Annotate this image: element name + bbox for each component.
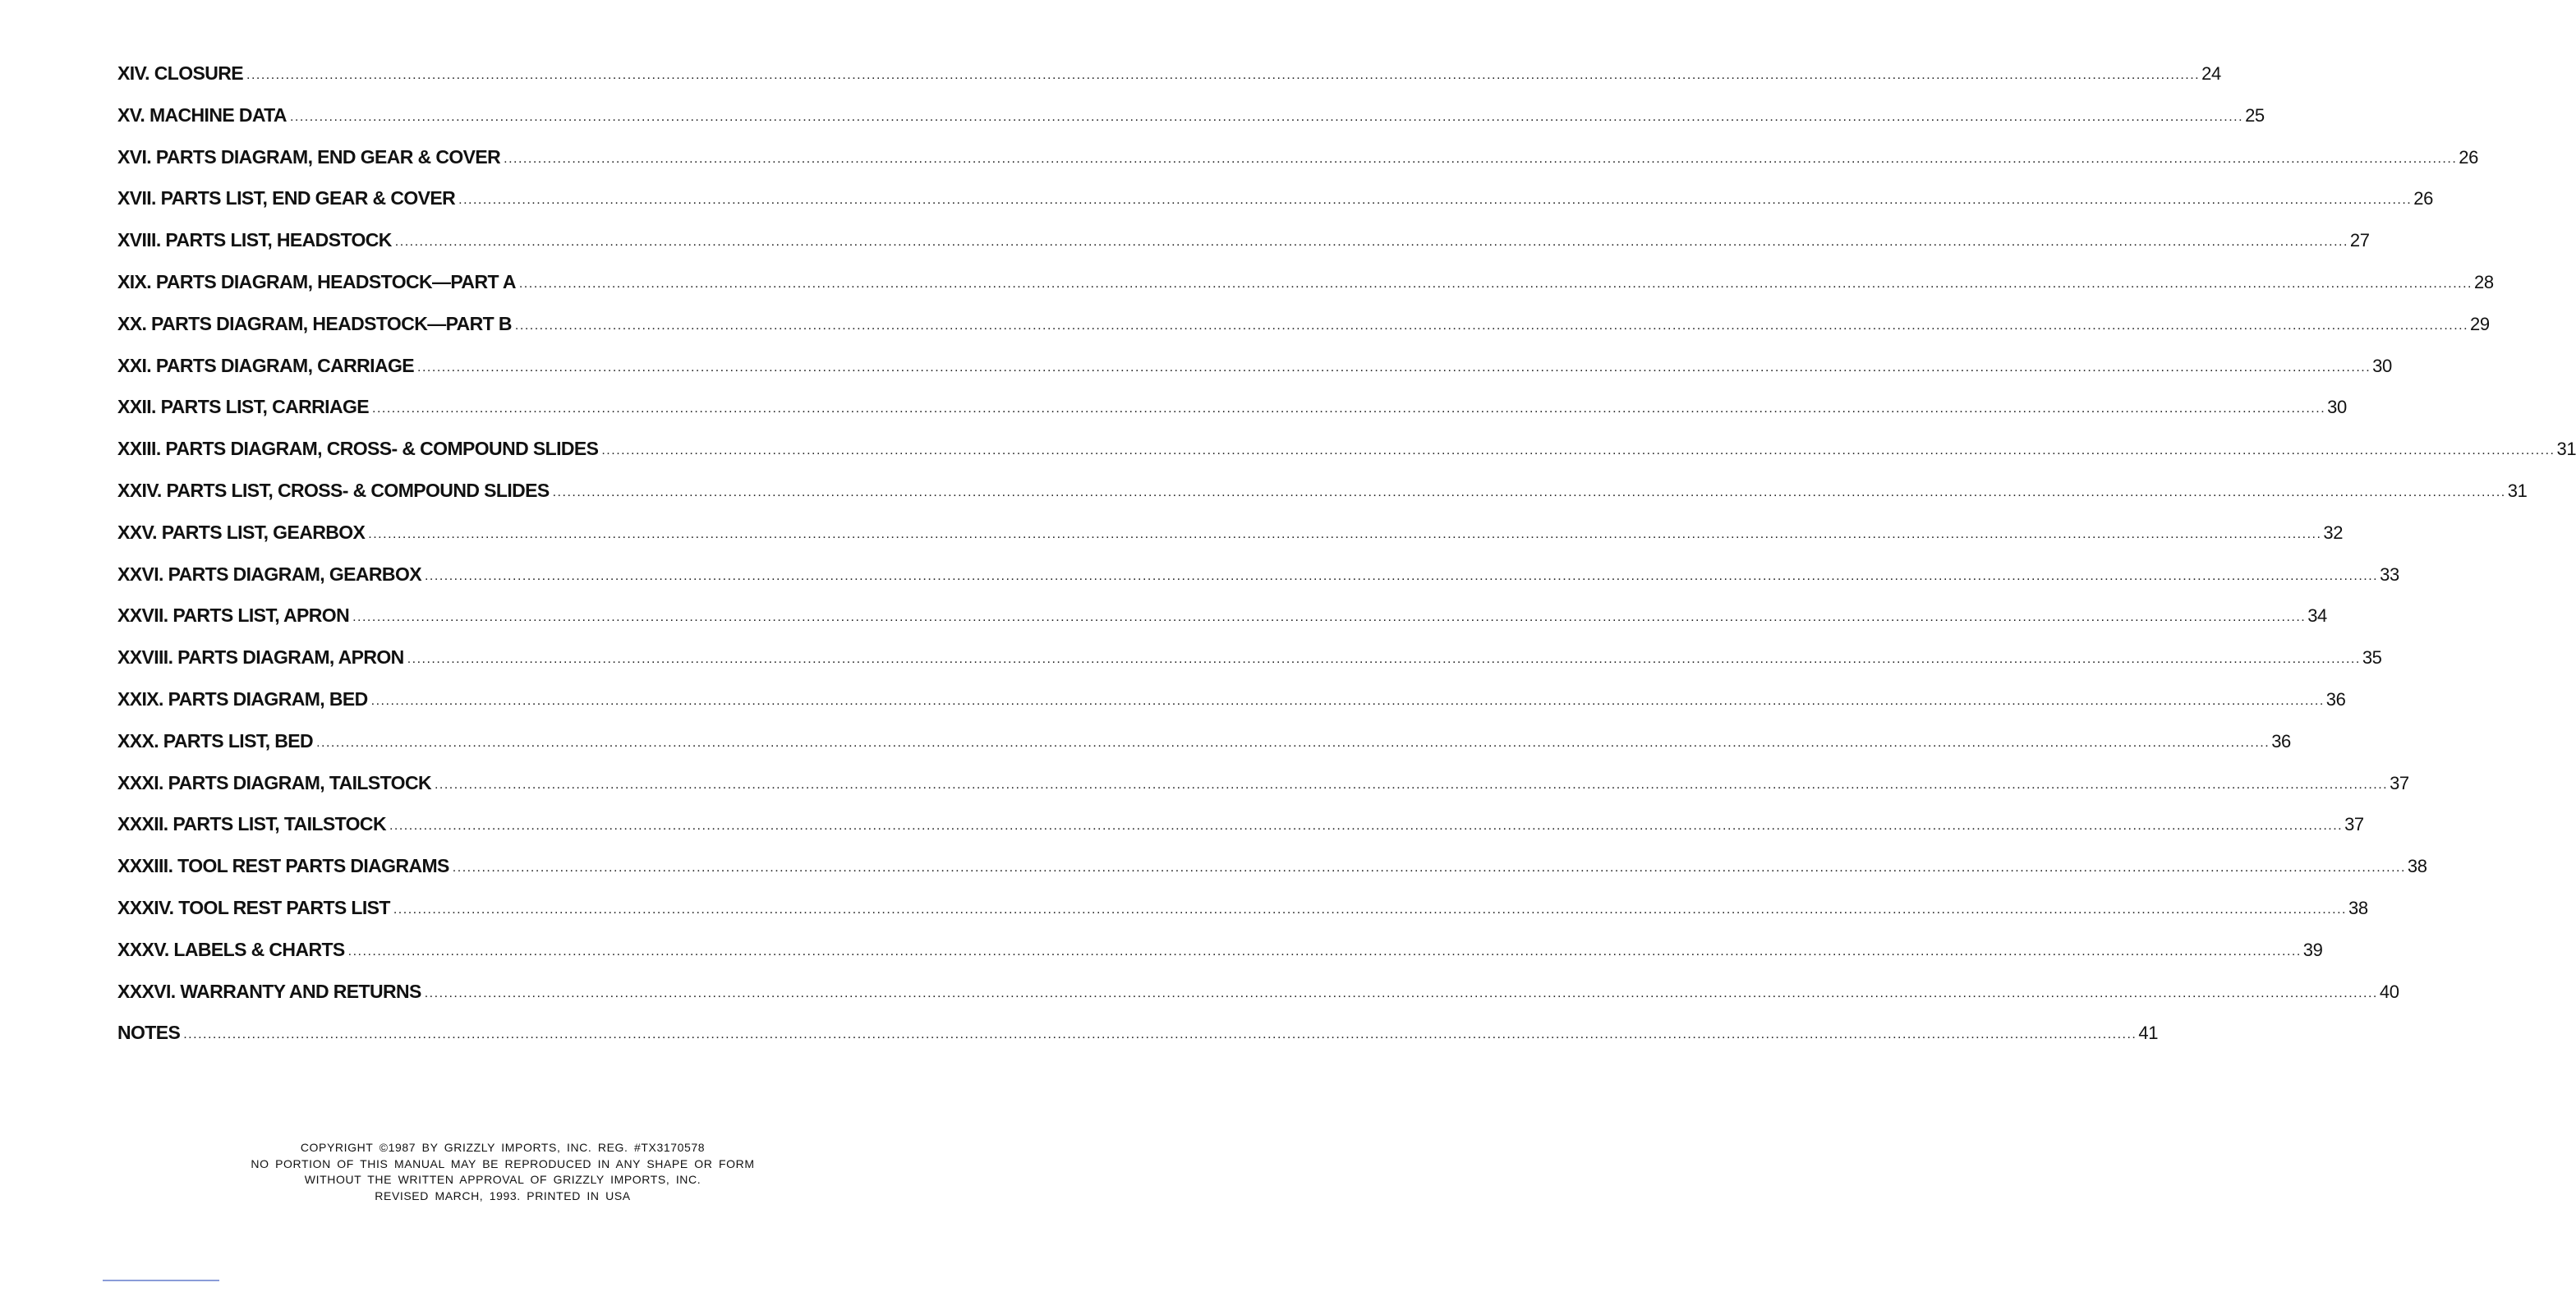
- toc-entry-title: XVI. PARTS DIAGRAM, END GEAR & COVER: [117, 145, 501, 168]
- toc-entry-page: 36: [2325, 688, 2346, 710]
- toc-dot-leader: ................................................................................................................................................................................................................................................................................................................................................................................................................: [504, 151, 2458, 166]
- toc-entry: [117, 771, 2409, 814]
- toc-dot-leader: ................................................................................................................................................................................................................................................................................................................................................................................................................: [424, 986, 2378, 1000]
- toc-dot-leader: ................................................................................................................................................................................................................................................................................................................................................................................................................: [289, 109, 2244, 124]
- approval-notice-line: WITHOUT THE WRITTEN APPROVAL OF GRIZZLY IMPORTS, INC.: [304, 1173, 702, 1186]
- toc-dot-leader: ................................................................................................................................................................................................................................................................................................................................................................................................................: [407, 652, 2361, 667]
- toc-entry: [117, 438, 2576, 480]
- revision-line: REVISED MARCH, 1993. PRINTED IN USA: [375, 1188, 631, 1202]
- toc-dot-leader: ................................................................................................................................................................................................................................................................................................................................................................................................................: [393, 902, 2347, 917]
- toc-entry: [117, 980, 2399, 1023]
- toc-entry-page: 26: [2413, 188, 2433, 209]
- reproduction-notice-line: NO PORTION OF THIS MANUAL MAY BE REPRODUCED IN ANY SHAPE OR FORM: [251, 1156, 755, 1170]
- toc-entry: [117, 396, 2347, 438]
- toc-entry-title: XXI. PARTS DIAGRAM, CARRIAGE: [117, 354, 415, 376]
- toc-entry-page: 37: [2344, 814, 2364, 835]
- toc-entry-title: XXXIII. TOOL REST PARTS DIAGRAMS: [117, 855, 449, 877]
- toc-dot-leader: ................................................................................................................................................................................................................................................................................................................................................................................................................: [246, 68, 2201, 82]
- toc-entry: [117, 729, 2291, 772]
- toc-entry: [117, 62, 2221, 104]
- toc-entry: [117, 605, 2327, 646]
- toc-dot-leader: ................................................................................................................................................................................................................................................................................................................................................................................................................: [518, 276, 2472, 291]
- toc-entry: [117, 896, 2368, 939]
- toc-dot-leader: ................................................................................................................................................................................................................................................................................................................................................................................................................: [183, 1027, 2137, 1042]
- toc-entry-title: XXXV. LABELS & CHARTS: [117, 938, 345, 960]
- toc-dot-leader: ................................................................................................................................................................................................................................................................................................................................................................................................................: [394, 235, 2348, 250]
- toc-entry: [117, 1022, 2159, 1064]
- toc-entry: [117, 813, 2364, 855]
- toc-dot-leader: ................................................................................................................................................................................................................................................................................................................................................................................................................: [347, 944, 2302, 959]
- toc-entry-page: 32: [2323, 522, 2344, 543]
- toc-dot-leader: ................................................................................................................................................................................................................................................................................................................................................................................................................: [372, 402, 2326, 416]
- toc-entry-title: XV. MACHINE DATA: [117, 103, 287, 126]
- toc-entry-title: XXXI. PARTS DIAGRAM, TAILSTOCK: [117, 771, 431, 793]
- toc-entry-title: XXV. PARTS LIST, GEARBOX: [117, 521, 366, 543]
- toc-entry-title: XXXIV. TOOL REST PARTS LIST: [117, 896, 390, 918]
- toc-entry-title: XXVII. PARTS LIST, APRON: [117, 605, 350, 627]
- toc-entry-page: 31: [2507, 480, 2528, 501]
- toc-entry: [117, 521, 2344, 563]
- toc-entry: [117, 563, 2399, 605]
- toc-entry-page: 31: [2556, 439, 2576, 460]
- copyright-line: COPYRIGHT ©1987 BY GRIZZLY IMPORTS, INC. REG. #TX3170578: [300, 1141, 706, 1154]
- toc-entry-title: XIV. CLOSURE: [117, 62, 243, 84]
- toc-entry: [117, 312, 2490, 355]
- toc-entry: [117, 855, 2427, 897]
- toc-dot-leader: ................................................................................................................................................................................................................................................................................................................................................................................................................: [417, 360, 2371, 375]
- toc-entry-page: 25: [2245, 104, 2265, 126]
- toc-entry-page: 36: [2271, 730, 2291, 752]
- toc-entry-page: 37: [2390, 772, 2409, 793]
- toc-dot-leader: ................................................................................................................................................................................................................................................................................................................................................................................................................: [601, 444, 2555, 458]
- toc-entry: [117, 229, 2370, 271]
- toc-entry-title: XXVIII. PARTS DIAGRAM, APRON: [117, 646, 404, 669]
- toc-dot-leader: ................................................................................................................................................................................................................................................................................................................................................................................................................: [514, 318, 2469, 333]
- toc-dot-leader: ................................................................................................................................................................................................................................................................................................................................................................................................................: [458, 193, 2413, 208]
- toc-entry-page: 34: [2307, 605, 2327, 627]
- footer-rule: [103, 1280, 219, 1281]
- toc-entry-page: 38: [2348, 897, 2368, 918]
- toc-entry-page: 27: [2349, 230, 2370, 251]
- toc-entry: [117, 145, 2478, 188]
- toc-dot-leader: ................................................................................................................................................................................................................................................................................................................................................................................................................: [389, 819, 2344, 834]
- toc-entry: [117, 646, 2382, 688]
- toc-entry-title: XXVI. PARTS DIAGRAM, GEARBOX: [117, 563, 421, 585]
- toc-entry-page: 38: [2407, 856, 2427, 877]
- toc-entry-title: XXII. PARTS LIST, CARRIAGE: [117, 396, 370, 418]
- toc-dot-leader: ................................................................................................................................................................................................................................................................................................................................................................................................................: [316, 735, 2270, 750]
- toc-entry-title: XXX. PARTS LIST, BED: [117, 729, 314, 752]
- toc-entry-title: XVII. PARTS LIST, END GEAR & COVER: [117, 187, 456, 209]
- toc-entry-page: 26: [2459, 146, 2478, 168]
- toc-entry: [117, 479, 2528, 522]
- toc-entry: [117, 354, 2392, 397]
- toc-entry-page: 41: [2138, 1023, 2159, 1044]
- toc-entry-title: XX. PARTS DIAGRAM, HEADSTOCK—PART B: [117, 312, 512, 334]
- table-of-contents: [117, 62, 2576, 1064]
- toc-dot-leader: ................................................................................................................................................................................................................................................................................................................................................................................................................: [368, 526, 2322, 541]
- toc-entry: [117, 938, 2323, 981]
- toc-entry-title: XXXVI. WARRANTY AND RETURNS: [117, 980, 421, 1002]
- toc-dot-leader: ................................................................................................................................................................................................................................................................................................................................................................................................................: [452, 861, 2406, 876]
- toc-entry: [117, 187, 2433, 229]
- toc-entry-page: 39: [2302, 939, 2323, 960]
- toc-entry-page: 35: [2362, 647, 2382, 669]
- toc-entry: [117, 270, 2494, 313]
- toc-entry-title: XXXII. PARTS LIST, TAILSTOCK: [117, 813, 386, 835]
- toc-entry-title: XXIV. PARTS LIST, CROSS- & COMPOUND SLIDES: [117, 479, 550, 501]
- toc-entry: [117, 687, 2346, 730]
- toc-entry-page: 29: [2470, 313, 2490, 334]
- toc-entry-title: XXIII. PARTS DIAGRAM, CROSS- & COMPOUND SLIDES: [117, 438, 599, 460]
- toc-entry-page: 30: [2372, 355, 2392, 376]
- toc-entry-page: 28: [2473, 271, 2494, 292]
- toc-entry-title: NOTES: [117, 1022, 181, 1044]
- toc-dot-leader: ................................................................................................................................................................................................................................................................................................................................................................................................................: [434, 777, 2389, 792]
- toc-entry-page: 24: [2201, 63, 2221, 84]
- toc-entry-title: XVIII. PARTS LIST, HEADSTOCK: [117, 229, 392, 251]
- toc-entry-title: XIX. PARTS DIAGRAM, HEADSTOCK—PART A: [117, 270, 516, 292]
- toc-dot-leader: ................................................................................................................................................................................................................................................................................................................................................................................................................: [424, 568, 2379, 583]
- toc-entry-title: XXIX. PARTS DIAGRAM, BED: [117, 687, 368, 710]
- toc-dot-leader: ................................................................................................................................................................................................................................................................................................................................................................................................................: [552, 485, 2506, 499]
- toc-entry-page: 30: [2327, 397, 2347, 418]
- toc-dot-leader: ................................................................................................................................................................................................................................................................................................................................................................................................................: [370, 693, 2325, 708]
- copyright-notice: [0, 1140, 1005, 1204]
- toc-dot-leader: ................................................................................................................................................................................................................................................................................................................................................................................................................: [352, 610, 2307, 625]
- toc-entry-page: 33: [2380, 563, 2399, 585]
- toc-entry-page: 40: [2379, 981, 2399, 1002]
- toc-entry: [117, 103, 2265, 146]
